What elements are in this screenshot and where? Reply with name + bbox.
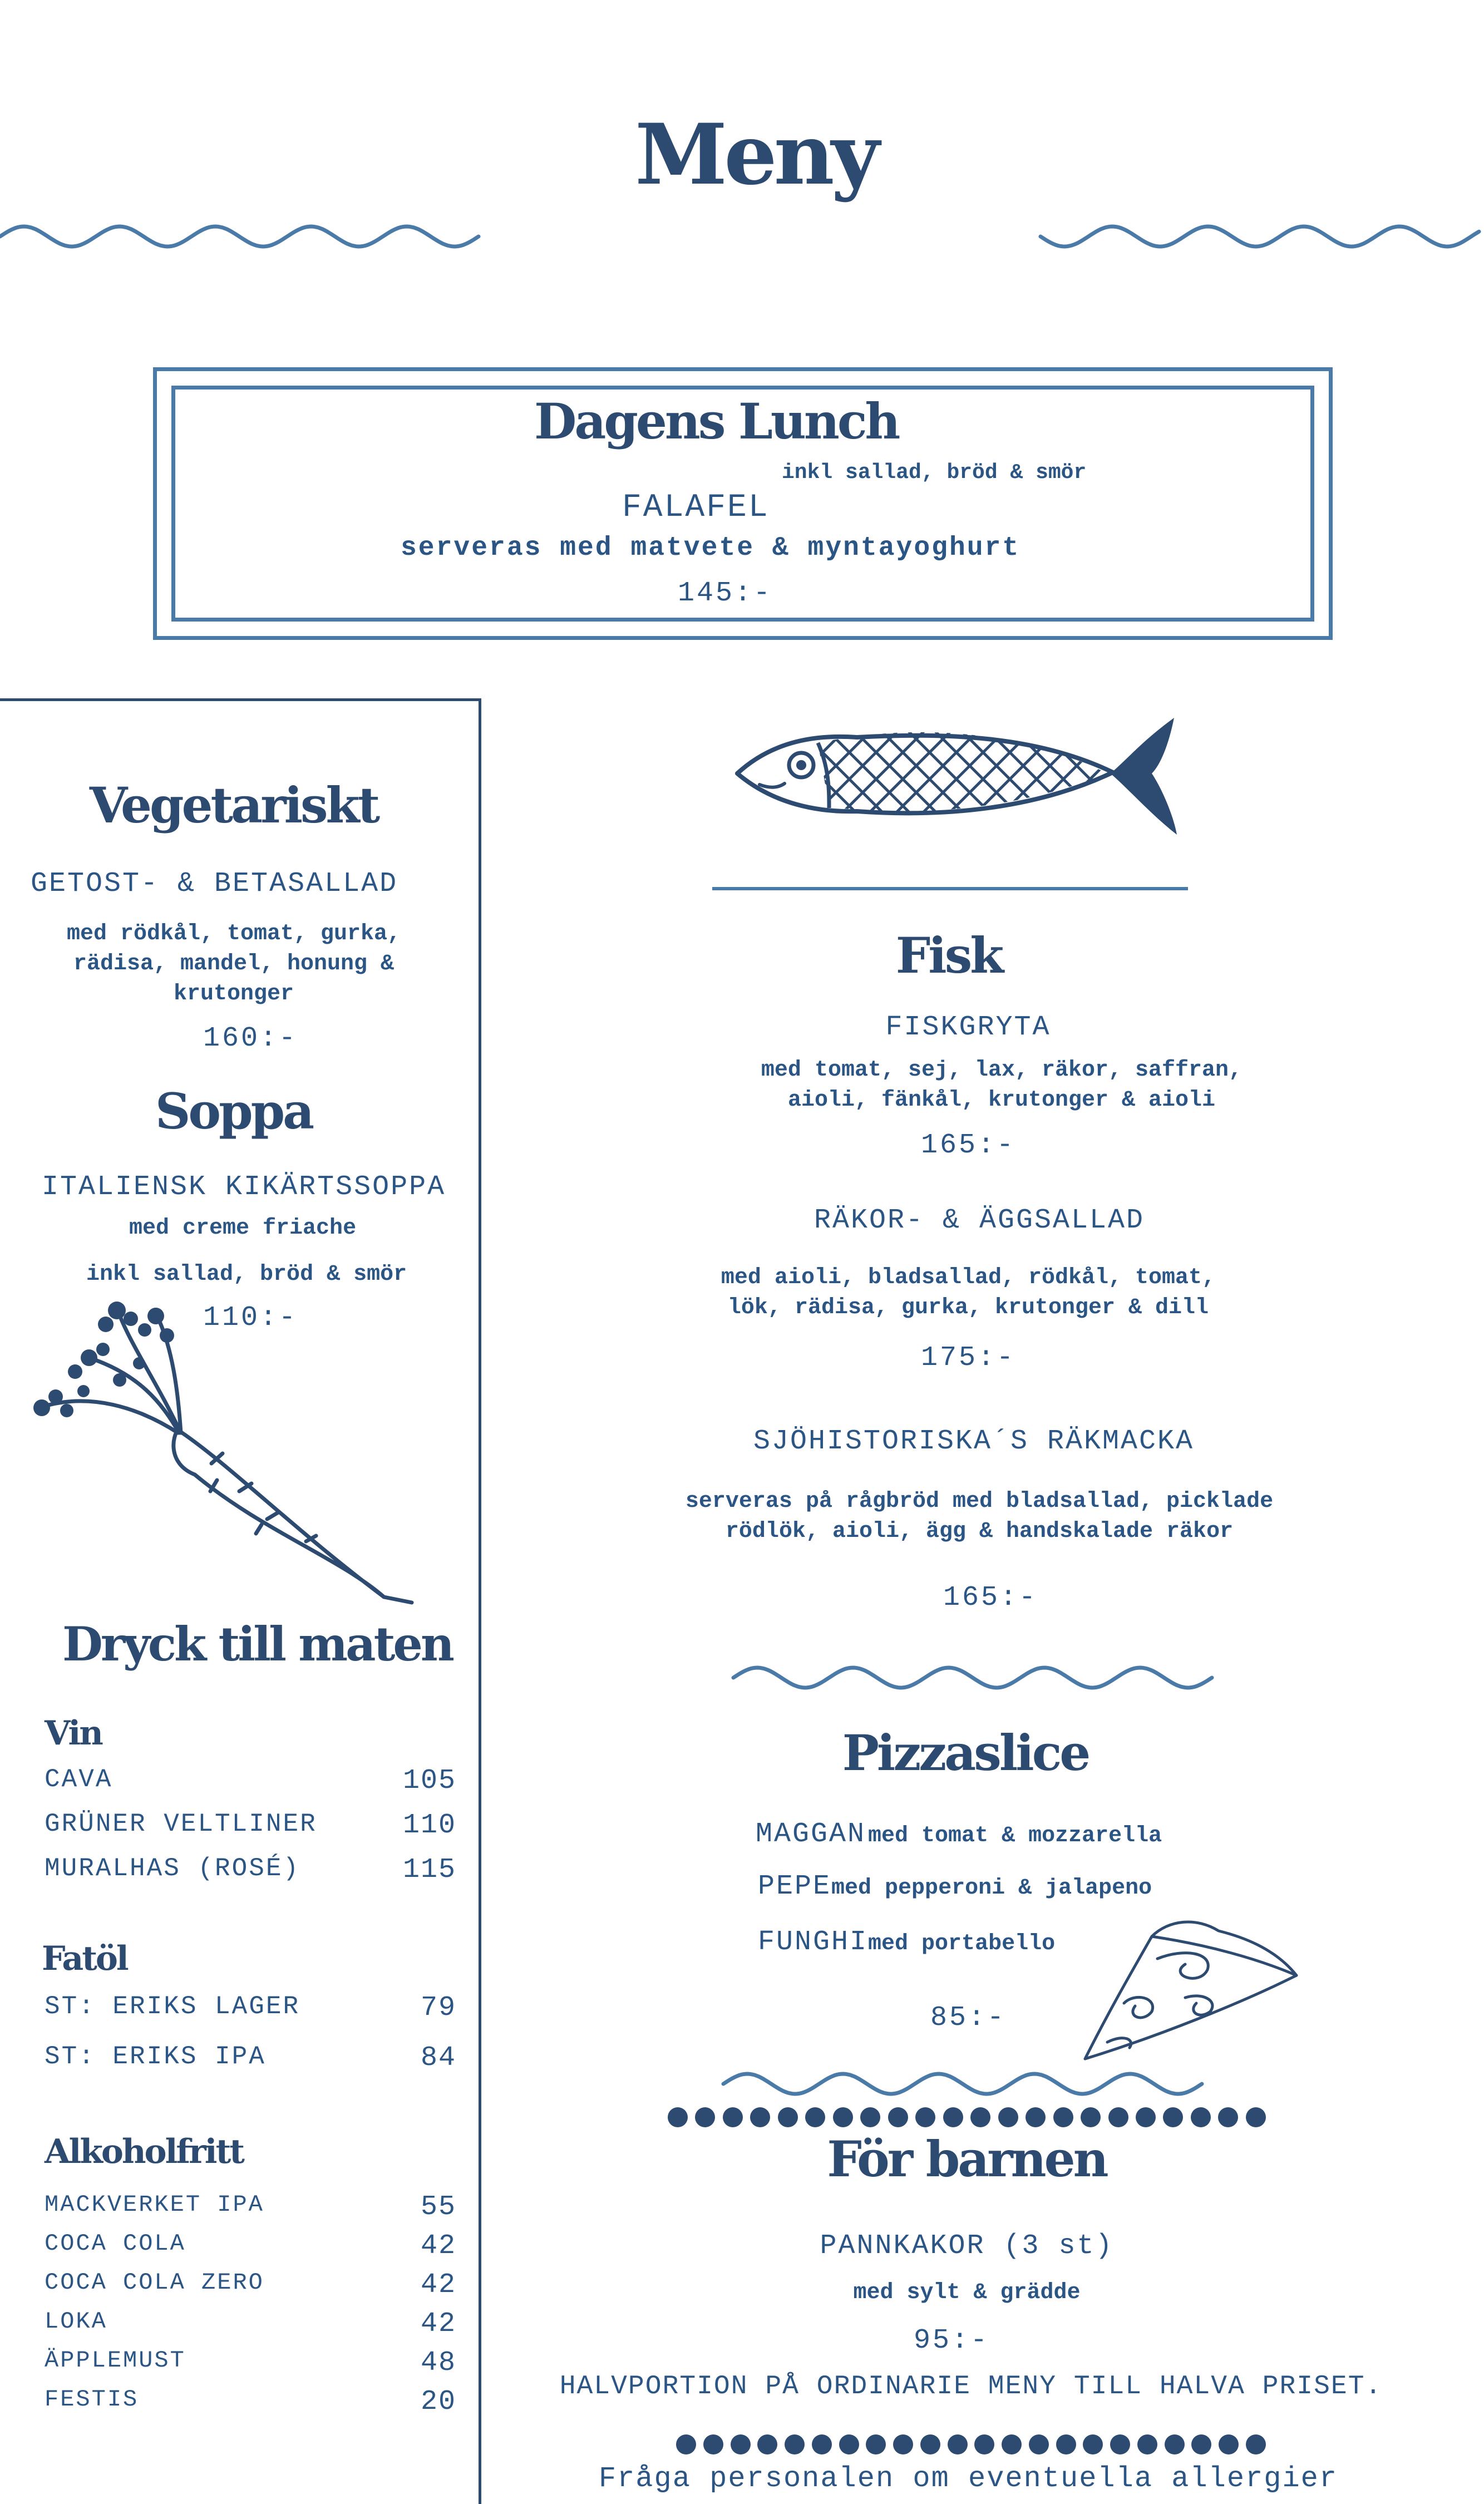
soppa-description: med creme friache — [129, 1216, 357, 1241]
allergy-footer: Fråga personalen om eventuella allergier — [598, 2462, 1338, 2495]
dot-icon — [1191, 2107, 1211, 2127]
soppa-item-name: ITALIENSK KIKÄRTSSOPPA — [42, 1171, 446, 1203]
lunch-description: serveras med matvete & myntayoghurt — [401, 533, 1020, 563]
vin-list — [45, 1765, 456, 1899]
fatol-heading: Fatöl — [42, 1939, 127, 1978]
fisk-item-name: SJÖHISTORISKA´S RÄKMACKA — [753, 1426, 1195, 1457]
dot-icon — [1110, 2434, 1130, 2454]
soppa-heading: Soppa — [155, 1082, 313, 1140]
pizza-item: FUNGHImed portabello — [758, 1926, 1056, 1958]
dot-icon — [1246, 2107, 1266, 2127]
dot-icon — [866, 2434, 886, 2454]
fisk-item-name: RÄKOR- & ÄGGSALLAD — [814, 1205, 1145, 1236]
dot-icon — [1108, 2107, 1128, 2127]
dot-icon — [1026, 2107, 1046, 2127]
lunch-price: 145:- — [678, 578, 773, 609]
dot-icon — [1081, 2107, 1101, 2127]
fisk-item-description: med aioli, bladsallad, rödkål, tomat, lök, rädisa, gurka, krutonger & dill — [721, 1265, 1216, 1320]
vegetariskt-heading: Vegetariskt — [89, 776, 378, 834]
dot-icon — [750, 2107, 770, 2127]
dot-icon — [915, 2107, 935, 2127]
fisk-item-description: serveras på rågbröd med bladsallad, picklade rödlök, aioli, ägg & handskalade räkor — [685, 1489, 1274, 1544]
fisk-item-price: 165:- — [920, 1130, 1016, 1161]
vegetariskt-item-name: GETOST- & BETASALLAD — [31, 868, 398, 900]
wave-decoration-icon — [0, 211, 484, 262]
dot-icon — [1029, 2434, 1049, 2454]
list-item: COCA COLA ZERO 42 — [45, 2269, 456, 2301]
fisk-item-price: 175:- — [920, 1342, 1016, 1374]
list-item: LOKA 42 — [45, 2308, 456, 2340]
fisk-heading: Fisk — [895, 926, 1002, 984]
list-item: MURALHAS (ROSÉ) 115 — [45, 1854, 456, 1886]
dot-icon — [888, 2107, 908, 2127]
fatol-list — [45, 1992, 456, 2092]
dot-icon — [1056, 2434, 1076, 2454]
dot-divider — [676, 2433, 1266, 2456]
vegetariskt-price: 160:- — [203, 1023, 298, 1054]
dot-icon — [943, 2107, 963, 2127]
dot-icon — [970, 2107, 990, 2127]
wave-decoration-icon — [1041, 211, 1484, 262]
pizza-heading: Pizzaslice — [842, 1724, 1089, 1782]
lunch-includes: inkl sallad, bröd & smör — [782, 461, 1087, 485]
dot-icon — [920, 2434, 940, 2454]
dot-icon — [1053, 2107, 1073, 2127]
fisk-item-price: 165:- — [943, 1582, 1038, 1614]
barn-item-name: PANNKAKOR (3 st) — [820, 2230, 1114, 2262]
soppa-price: 110:- — [203, 1302, 298, 1334]
dot-icon — [1165, 2434, 1185, 2454]
dot-icon — [948, 2434, 968, 2454]
list-item: FESTIS 20 — [45, 2386, 456, 2418]
dot-icon — [812, 2434, 832, 2454]
barn-note: HALVPORTION PÅ ORDINARIE MENY TILL HALVA PRISET. — [559, 2372, 1383, 2402]
dot-icon — [1136, 2107, 1156, 2127]
list-item: COCA COLA 42 — [45, 2230, 456, 2262]
barn-description: med sylt & grädde — [853, 2280, 1081, 2305]
fish-divider — [712, 887, 1188, 890]
alkoholfritt-heading: Alkoholfritt — [45, 2132, 244, 2171]
dot-icon — [668, 2107, 688, 2127]
fish-icon — [729, 712, 1185, 840]
fisk-item-description: med tomat, sej, lax, räkor, saffran, aioli, fänkål, krutonger & aioli — [761, 1058, 1243, 1113]
list-item: ÄPPLEMUST 48 — [45, 2347, 456, 2379]
vin-heading: Vin — [45, 1714, 102, 1753]
dot-icon — [778, 2107, 798, 2127]
carrot-icon — [28, 1297, 417, 1608]
list-item: ST: ERIKS IPA 84 — [45, 2042, 456, 2074]
dot-icon — [893, 2434, 913, 2454]
pizza-item: MAGGAN med tomat & mozzarella — [756, 1818, 1162, 1850]
alkoholfritt-list — [45, 2191, 456, 2425]
dot-icon — [703, 2434, 723, 2454]
dryck-heading: Dryck till maten — [62, 1616, 452, 1672]
pizza-slice-icon — [1074, 1914, 1308, 2064]
menu-title: Meny — [635, 106, 876, 204]
dot-icon — [974, 2434, 994, 2454]
dot-icon — [860, 2107, 880, 2127]
barn-heading: För barnen — [827, 2130, 1107, 2188]
dot-icon — [1219, 2434, 1239, 2454]
soppa-includes: inkl sallad, bröd & smör — [86, 1262, 407, 1287]
barn-price: 95:- — [913, 2325, 990, 2357]
dot-icon — [833, 2107, 853, 2127]
wave-decoration-icon — [733, 1655, 1212, 1700]
dot-icon — [1246, 2434, 1266, 2454]
list-item: MACKVERKET IPA 55 — [45, 2191, 456, 2223]
dot-icon — [998, 2107, 1018, 2127]
dot-icon — [1163, 2107, 1183, 2127]
list-item: CAVA 105 — [45, 1765, 456, 1797]
dot-divider — [668, 2106, 1266, 2128]
list-item: ST: ERIKS LAGER 79 — [45, 1992, 456, 2024]
vegetariskt-description: med rödkål, tomat, gurka, rädisa, mandel, honung & krutonger — [66, 921, 401, 1007]
dot-icon — [1191, 2434, 1211, 2454]
lunch-heading: Dagens Lunch — [534, 392, 899, 450]
dot-icon — [785, 2434, 805, 2454]
fisk-item-name: FISKGRYTA — [885, 1012, 1051, 1043]
dot-icon — [695, 2107, 715, 2127]
dot-icon — [1137, 2434, 1157, 2454]
dot-icon — [805, 2107, 825, 2127]
lunch-dish: FALAFEL — [622, 490, 770, 526]
dot-icon — [1083, 2434, 1103, 2454]
dot-icon — [676, 2434, 696, 2454]
list-item: GRÜNER VELTLINER 110 — [45, 1810, 456, 1841]
dot-icon — [757, 2434, 777, 2454]
dot-icon — [1002, 2434, 1022, 2454]
dot-icon — [839, 2434, 859, 2454]
wave-decoration-icon — [723, 2062, 1202, 2106]
dot-icon — [1218, 2107, 1238, 2127]
pizza-price: 85:- — [930, 2002, 1007, 2034]
dot-icon — [723, 2107, 743, 2127]
pizza-item: PEPEmed pepperoni & jalapeno — [758, 1871, 1152, 1902]
dot-icon — [731, 2434, 751, 2454]
